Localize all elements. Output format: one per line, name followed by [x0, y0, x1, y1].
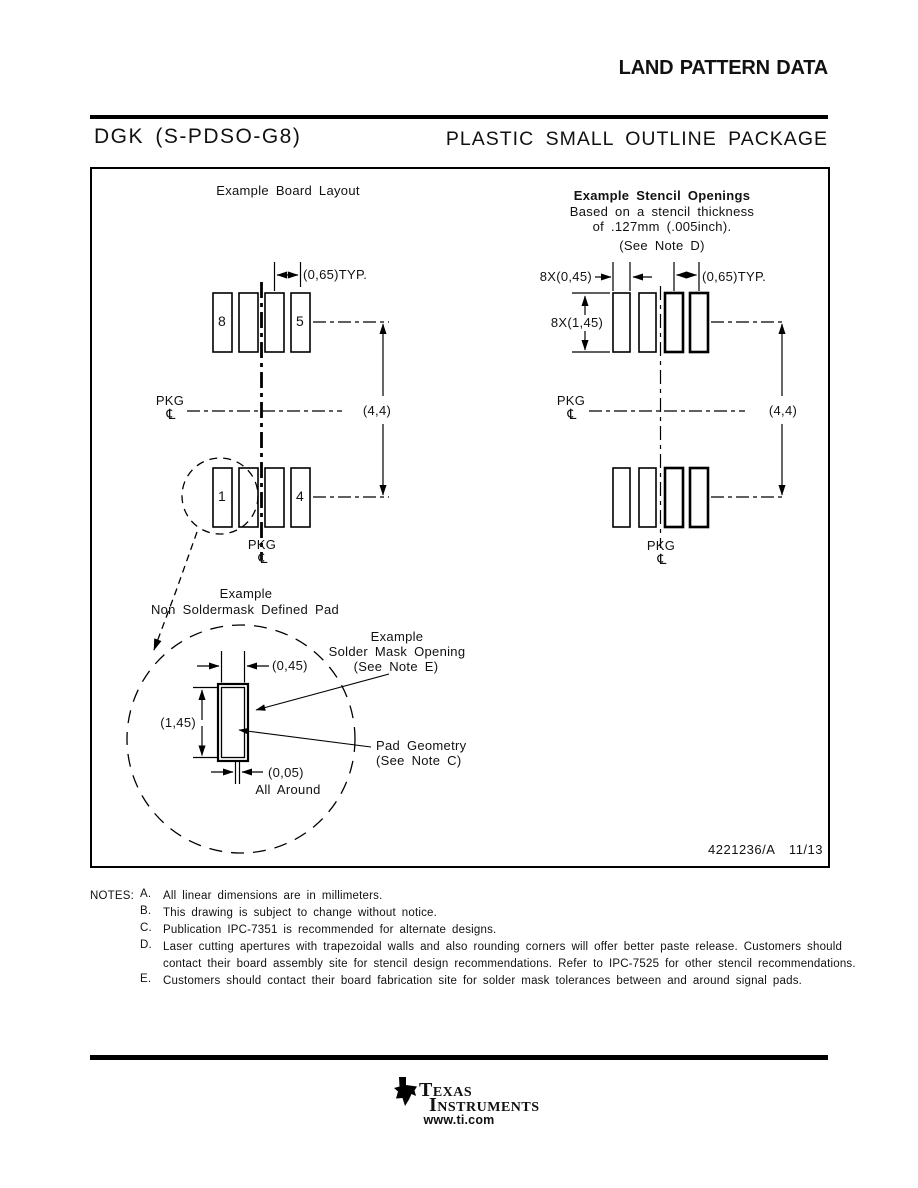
detail-title-line1: Example	[219, 586, 273, 601]
mask-width-dim: (0,45)	[272, 658, 308, 673]
brand-texas: Texas	[419, 1079, 473, 1101]
centerline-symbol: ℄	[657, 552, 667, 568]
note-letter: C.	[140, 922, 152, 934]
note-text: Laser cutting apertures with trapezoidal walls and also rounding corners will offer better paste release. Customers should contact their board assembly site for stencil design recommendations. Refer to IPC-7525 for other stencil recommendations.	[163, 941, 856, 970]
pin-number-4: 4	[295, 488, 305, 504]
pad-callout-line1: Pad Geometry	[376, 738, 467, 753]
pad-geometry-rect	[222, 688, 245, 758]
detail-title-line2: Non Soldermask Defined Pad	[150, 602, 340, 617]
stencil-title: Example Stencil Openings	[573, 188, 751, 203]
stencil-opening-width-dim: 8X(0,45)	[539, 269, 592, 284]
brand-instruments: Instruments	[429, 1094, 540, 1116]
texas-state-icon	[391, 1077, 418, 1107]
stencil-see-note: (See Note D)	[619, 238, 705, 253]
board-pitch-dim: (0,65)TYP.	[303, 267, 368, 282]
note-text: This drawing is subject to change without notice.	[163, 907, 438, 919]
mask-callout-line2: Solder Mask Opening	[328, 644, 466, 659]
stencil-span-dim: (4,4)	[768, 403, 798, 418]
stencil-subtitle-2: of .127mm (.005inch).	[592, 219, 732, 234]
pin-number-5: 5	[295, 313, 305, 329]
stencil-openings-drawing	[572, 262, 786, 548]
drawing-number: 4221236/A 11/13	[708, 842, 823, 857]
board-layout-title: Example Board Layout	[216, 183, 360, 198]
solder-mask-opening-rect	[218, 684, 248, 761]
stencil-pitch-dim: (0,65)TYP.	[702, 269, 767, 284]
stencil-subtitle-1: Based on a stencil thickness	[569, 204, 755, 219]
mask-callout-line3: (See Note E)	[353, 659, 439, 674]
note-text: Customers should contact their board fabrication site for solder mask tolerances between and around signal pads.	[163, 975, 803, 987]
board-pkg-label-bottom: PKG	[247, 537, 277, 552]
clearance-dim: (0,05)	[268, 765, 304, 780]
mask-callout-line1: Example	[370, 629, 424, 644]
stencil-opening-height-dim: 8X(1,45)	[550, 315, 604, 330]
pin-number-8: 8	[217, 313, 227, 329]
board-pkg-label-left: PKG	[155, 393, 185, 408]
note-letter: B.	[140, 905, 152, 917]
footer-rule	[90, 1055, 828, 1060]
website-link: www.ti.com	[423, 1113, 495, 1127]
note-letter: D.	[140, 939, 152, 951]
stencil-pkg-label-bottom: PKG	[646, 538, 676, 553]
clearance-note: All Around	[255, 782, 321, 797]
notes-label: NOTES:	[90, 890, 135, 902]
note-text: Publication IPC-7351 is recommended for alternate designs.	[163, 924, 497, 936]
centerline-symbol: ℄	[567, 407, 577, 423]
board-span-dim: (4,4)	[362, 403, 392, 418]
package-code: DGK (S-PDSO-G8)	[94, 125, 302, 148]
stencil-pkg-label-left: PKG	[556, 393, 586, 408]
detail-view-circle	[127, 625, 355, 853]
centerline-symbol: ℄	[258, 551, 268, 567]
page-title: LAND PATTERN DATA	[618, 57, 828, 79]
pad-callout-line2: (See Note C)	[376, 753, 462, 768]
note-letter: A.	[140, 888, 152, 900]
pad-height-dim: (1,45)	[160, 715, 196, 730]
note-text: All linear dimensions are in millimeters.	[163, 890, 383, 902]
centerline-symbol: ℄	[166, 407, 176, 423]
package-name: PLASTIC SMALL OUTLINE PACKAGE	[445, 128, 828, 150]
note-letter: E.	[140, 973, 152, 985]
pin-number-1: 1	[217, 488, 227, 504]
